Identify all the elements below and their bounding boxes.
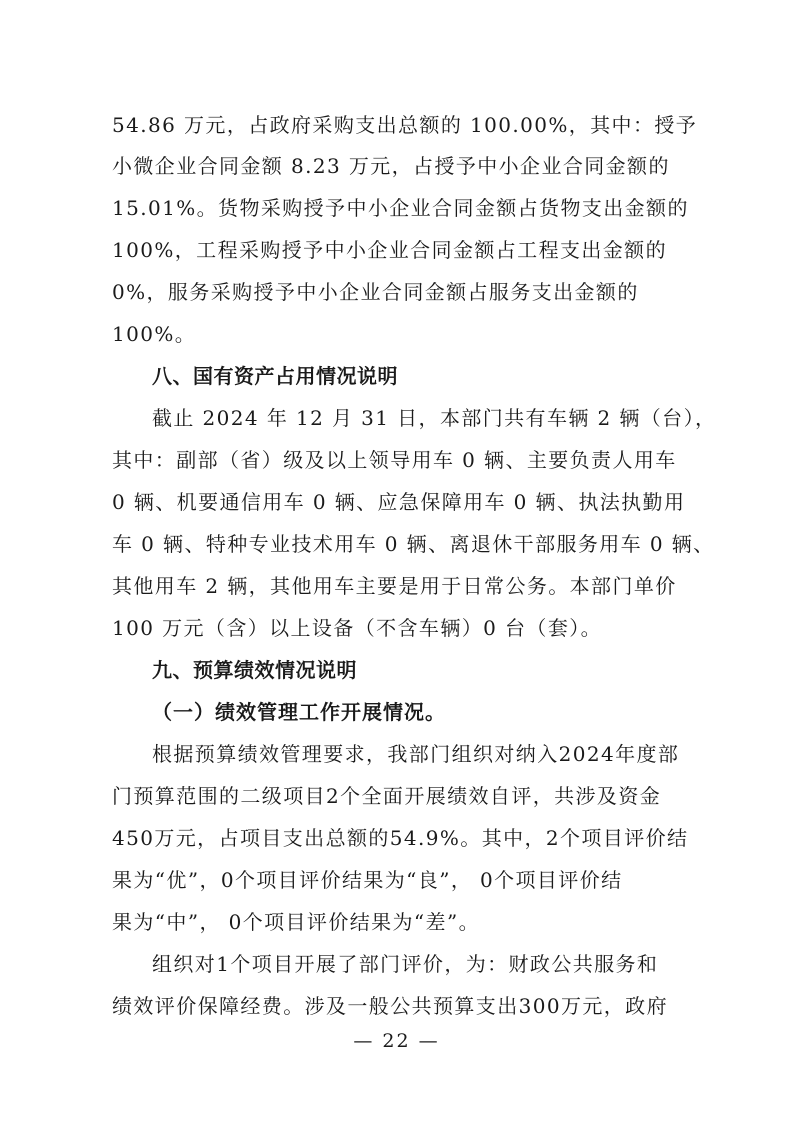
- section-heading-9: 九、预算绩效情况说明: [152, 658, 357, 682]
- text-line: 100%，工程采购授予中小企业合同金额占工程支出金额的: [112, 238, 667, 262]
- text-line: 100%。: [112, 322, 197, 346]
- text-line: 截止 2024 年 12 月 31 日，本部门共有车辆 2 辆（台），: [152, 406, 717, 430]
- page-number: — 22 —: [353, 1030, 440, 1052]
- text-line: 其中：副部（省）级及以上领导用车 0 辆、主要负责人用车: [112, 448, 677, 472]
- text-line: 450万元，占项目支出总额的54.9%。其中，2个项目评价结: [112, 826, 689, 850]
- text-line: 根据预算绩效管理要求，我部门组织对纳入2024年度部: [152, 742, 680, 766]
- text-line: 15.01%。货物采购授予中小企业合同金额占货物支出金额的: [112, 196, 689, 220]
- text-line: 54.86 万元，占政府采购支出总额的 100.00%，其中：授予: [112, 113, 698, 137]
- text-line: 果为“优”，0个项目评价结果为“良”， 0个项目评价结: [112, 868, 623, 892]
- text-line: 0 辆、机要通信用车 0 辆、应急保障用车 0 辆、执法执勤用: [112, 490, 686, 514]
- subsection-heading: （一）绩效管理工作开展情况。: [152, 700, 446, 724]
- text-line: 绩效评价保障经费。涉及一般公共预算支出300万元，政府: [112, 994, 668, 1018]
- text-line: 门预算范围的二级项目2个全面开展绩效自评，共涉及资金: [112, 784, 662, 808]
- text-line: 小微企业合同金额 8.23 万元，占授予中小企业合同金额的: [112, 154, 670, 178]
- text-line: 果为“中”， 0个项目评价结果为“差”。: [112, 910, 480, 934]
- text-line: 其他用车 2 辆，其他用车主要是用于日常公务。本部门单价: [112, 574, 677, 598]
- text-line: 100 万元（含）以上设备（不含车辆）0 台（套）。: [112, 616, 603, 640]
- section-heading-8: 八、国有资产占用情况说明: [152, 364, 398, 388]
- text-line: 组织对1个项目开展了部门评价，为：财政公共服务和: [152, 952, 659, 976]
- text-line: 0%，服务采购授予中小企业合同金额占服务支出金额的: [112, 280, 639, 304]
- text-line: 车 0 辆、特种专业技术用车 0 辆、离退休干部服务用车 0 辆、: [112, 532, 715, 556]
